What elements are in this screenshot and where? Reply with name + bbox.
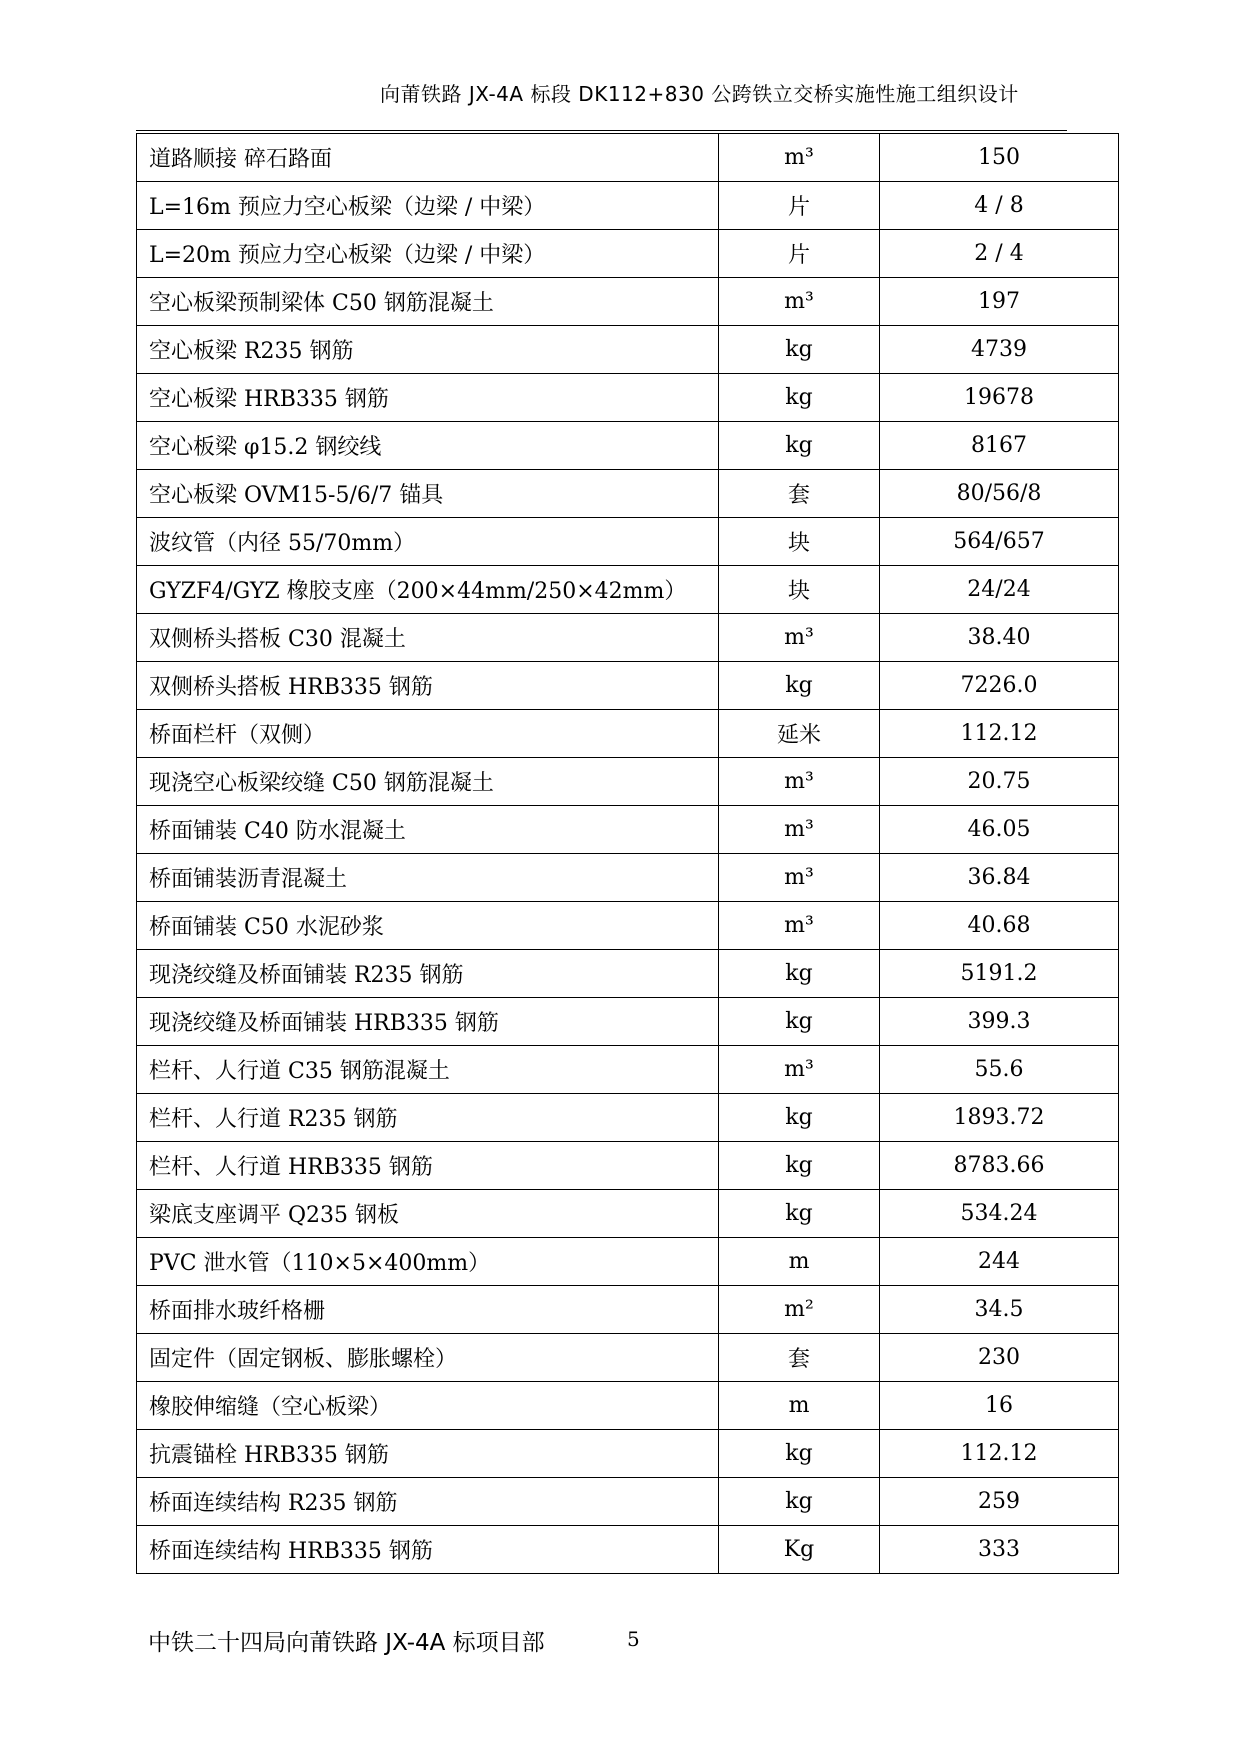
- quantity-cell: 7226.0: [880, 662, 1119, 710]
- header-rule: [136, 130, 1067, 131]
- table-row: [137, 998, 1119, 1046]
- item-cell: 抗震锚栓 HRB335 钢筋: [137, 1430, 719, 1478]
- quantity-cell: 34.5: [880, 1286, 1119, 1334]
- quantity-cell: 1893.72: [880, 1094, 1119, 1142]
- table-row: [137, 182, 1119, 230]
- unit-cell: 套: [719, 1334, 880, 1382]
- item-cell: 桥面铺装 C40 防水混凝土: [137, 806, 719, 854]
- item-cell: 桥面栏杆（双侧）: [137, 710, 719, 758]
- unit-cell: kg: [719, 1094, 880, 1142]
- table-row: [137, 1238, 1119, 1286]
- item-cell: 桥面连续结构 HRB335 钢筋: [137, 1526, 719, 1574]
- table-row: [137, 758, 1119, 806]
- quantity-cell: 8167: [880, 422, 1119, 470]
- table-row: [137, 1046, 1119, 1094]
- item-cell: 桥面排水玻纤格栅: [137, 1286, 719, 1334]
- item-cell: 桥面连续结构 R235 钢筋: [137, 1478, 719, 1526]
- unit-cell: m²: [719, 1286, 880, 1334]
- item-cell: 空心板梁 R235 钢筋: [137, 326, 719, 374]
- quantity-cell: 333: [880, 1526, 1119, 1574]
- quantity-cell: 150: [880, 134, 1119, 182]
- quantity-cell: 24/24: [880, 566, 1119, 614]
- quantity-table: [136, 133, 1119, 1574]
- quantity-cell: 4739: [880, 326, 1119, 374]
- table-row: [137, 950, 1119, 998]
- unit-cell: kg: [719, 326, 880, 374]
- quantity-cell: 20.75: [880, 758, 1119, 806]
- unit-cell: kg: [719, 998, 880, 1046]
- quantity-cell: 112.12: [880, 1430, 1119, 1478]
- unit-cell: 块: [719, 518, 880, 566]
- unit-cell: m³: [719, 902, 880, 950]
- table-row: [137, 1190, 1119, 1238]
- item-cell: 波纹管（内径 55/70mm）: [137, 518, 719, 566]
- unit-cell: kg: [719, 422, 880, 470]
- table-row: [137, 374, 1119, 422]
- page-number: 5: [627, 1627, 640, 1651]
- table-row: [137, 1478, 1119, 1526]
- quantity-cell: 197: [880, 278, 1119, 326]
- quantity-cell: 2 / 4: [880, 230, 1119, 278]
- quantity-cell: 534.24: [880, 1190, 1119, 1238]
- table-row: [137, 662, 1119, 710]
- item-cell: 固定件（固定钢板、膨胀螺栓）: [137, 1334, 719, 1382]
- table-row: [137, 1430, 1119, 1478]
- table-row: [137, 470, 1119, 518]
- item-cell: 栏杆、人行道 R235 钢筋: [137, 1094, 719, 1142]
- table-row: [137, 1094, 1119, 1142]
- item-cell: 空心板梁 φ15.2 钢绞线: [137, 422, 719, 470]
- item-cell: 空心板梁 HRB335 钢筋: [137, 374, 719, 422]
- item-cell: PVC 泄水管（110×5×400mm）: [137, 1238, 719, 1286]
- table-row: [137, 278, 1119, 326]
- quantity-cell: 19678: [880, 374, 1119, 422]
- footer-org: 中铁二十四局向莆铁路 JX-4A 标项目部: [148, 1630, 545, 1656]
- item-cell: 栏杆、人行道 C35 钢筋混凝土: [137, 1046, 719, 1094]
- quantity-cell: 38.40: [880, 614, 1119, 662]
- unit-cell: 延米: [719, 710, 880, 758]
- quantity-cell: 36.84: [880, 854, 1119, 902]
- unit-cell: m³: [719, 854, 880, 902]
- table-row: [137, 326, 1119, 374]
- item-cell: 橡胶伸缩缝（空心板梁）: [137, 1382, 719, 1430]
- table-row: [137, 710, 1119, 758]
- table-row: [137, 1382, 1119, 1430]
- table-row: [137, 422, 1119, 470]
- quantity-cell: 244: [880, 1238, 1119, 1286]
- quantity-cell: 40.68: [880, 902, 1119, 950]
- quantity-cell: 16: [880, 1382, 1119, 1430]
- quantity-cell: 4 / 8: [880, 182, 1119, 230]
- item-cell: 栏杆、人行道 HRB335 钢筋: [137, 1142, 719, 1190]
- unit-cell: Kg: [719, 1526, 880, 1574]
- table-row: [137, 1286, 1119, 1334]
- item-cell: 道路顺接 碎石路面: [137, 134, 719, 182]
- item-cell: 梁底支座调平 Q235 钢板: [137, 1190, 719, 1238]
- unit-cell: m: [719, 1238, 880, 1286]
- quantity-cell: 46.05: [880, 806, 1119, 854]
- unit-cell: m³: [719, 806, 880, 854]
- item-cell: 空心板梁预制梁体 C50 钢筋混凝土: [137, 278, 719, 326]
- item-cell: 桥面铺装 C50 水泥砂浆: [137, 902, 719, 950]
- unit-cell: 套: [719, 470, 880, 518]
- quantity-cell: 112.12: [880, 710, 1119, 758]
- unit-cell: m³: [719, 1046, 880, 1094]
- item-cell: L=20m 预应力空心板梁（边梁 / 中梁）: [137, 230, 719, 278]
- quantity-cell: 564/657: [880, 518, 1119, 566]
- unit-cell: m³: [719, 134, 880, 182]
- unit-cell: kg: [719, 1190, 880, 1238]
- item-cell: 空心板梁 OVM15-5/6/7 锚具: [137, 470, 719, 518]
- unit-cell: kg: [719, 1142, 880, 1190]
- quantity-cell: 230: [880, 1334, 1119, 1382]
- unit-cell: m³: [719, 278, 880, 326]
- item-cell: 现浇绞缝及桥面铺装 HRB335 钢筋: [137, 998, 719, 1046]
- unit-cell: kg: [719, 950, 880, 998]
- item-cell: 现浇空心板梁绞缝 C50 钢筋混凝土: [137, 758, 719, 806]
- unit-cell: 片: [719, 182, 880, 230]
- unit-cell: m: [719, 1382, 880, 1430]
- unit-cell: kg: [719, 662, 880, 710]
- quantity-cell: 399.3: [880, 998, 1119, 1046]
- item-cell: 双侧桥头搭板 HRB335 钢筋: [137, 662, 719, 710]
- item-cell: 桥面铺装沥青混凝土: [137, 854, 719, 902]
- table-row: [137, 1334, 1119, 1382]
- unit-cell: m³: [719, 614, 880, 662]
- table-row: [137, 806, 1119, 854]
- table-row: [137, 230, 1119, 278]
- table-row: [137, 134, 1119, 182]
- table-row: [137, 1526, 1119, 1574]
- table-row: [137, 902, 1119, 950]
- item-cell: GYZF4/GYZ 橡胶支座（200×44mm/250×42mm）: [137, 566, 719, 614]
- unit-cell: m³: [719, 758, 880, 806]
- unit-cell: 块: [719, 566, 880, 614]
- table-row: [137, 566, 1119, 614]
- page-header: 向莆铁路 JX-4A 标段 DK112+830 公跨铁立交桥实施性施工组织设计: [380, 82, 1019, 106]
- quantity-cell: 5191.2: [880, 950, 1119, 998]
- unit-cell: kg: [719, 1430, 880, 1478]
- quantity-cell: 80/56/8: [880, 470, 1119, 518]
- table-row: [137, 854, 1119, 902]
- item-cell: 现浇绞缝及桥面铺装 R235 钢筋: [137, 950, 719, 998]
- quantity-cell: 8783.66: [880, 1142, 1119, 1190]
- unit-cell: 片: [719, 230, 880, 278]
- quantity-cell: 55.6: [880, 1046, 1119, 1094]
- item-cell: L=16m 预应力空心板梁（边梁 / 中梁）: [137, 182, 719, 230]
- table-row: [137, 518, 1119, 566]
- unit-cell: kg: [719, 1478, 880, 1526]
- item-cell: 双侧桥头搭板 C30 混凝土: [137, 614, 719, 662]
- table-row: [137, 614, 1119, 662]
- table-row: [137, 1142, 1119, 1190]
- unit-cell: kg: [719, 374, 880, 422]
- quantity-cell: 259: [880, 1478, 1119, 1526]
